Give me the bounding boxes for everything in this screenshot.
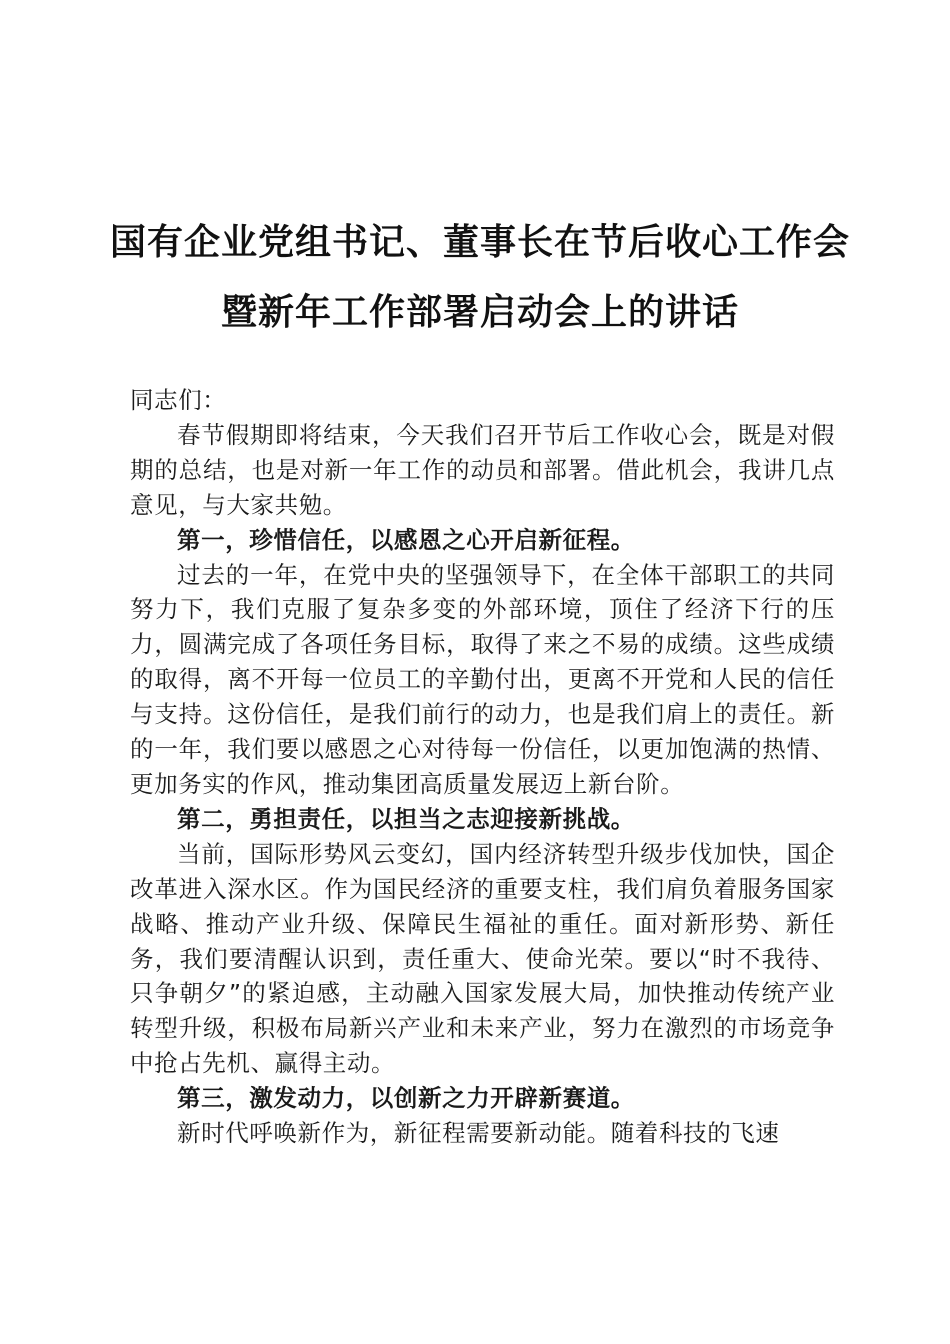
document-title-line-2: 暨新年工作部署启动会上的讲话 <box>220 291 739 333</box>
section-heading-2: 第二，勇担责任，以担当之志迎接新挑战。 <box>177 804 635 833</box>
section-heading-3: 第三，激发动力，以创新之力开辟新赛道。 <box>177 1084 635 1113</box>
paragraph-intro: 春节假期即将结束，今天我们召开节后工作收心会，既是对假期的总结，也是对新一年工作的动员和部署。借此机会，我讲几点意见，与大家共勉。 <box>130 420 835 519</box>
paragraph-section-1: 过去的一年，在党中央的坚强领导下，在全体干部职工的共同努力下，我们克服了复杂多变的外部环境，顶住了经济下行的压力，圆满完成了各项任务目标，取得了来之不易的成绩。这些成绩的取得，离不开每一位员工的辛勤付出，更离不开党和人民的信任与支持。这份信任，是我们前行的动力，也是我们肩上的责任。新的一年，我们要以感恩之心对待每一份信任，以更加饱满的热情、更加务实的作风，推动集团高质量发展迈上新台阶。 <box>130 560 835 798</box>
document-title-line-1: 国有企业党组书记、董事长在节后收心工作会 <box>110 221 851 263</box>
document-body <box>130 383 835 1151</box>
section-heading-1: 第一，珍惜信任，以感恩之心开启新征程。 <box>177 525 635 554</box>
salutation: 同志们： <box>130 386 227 414</box>
paragraph-section-2: 当前，国际形势风云变幻，国内经济转型升级步伐加快，国企改革进入深水区。作为国民经济的重要支柱，我们肩负着服务国家战略、推动产业升级、保障民生福祉的重任。面对新形势、新任务，我们要清醒认识到，责任重大、使命光荣。要以“时不我待、只争朝夕”的紧迫感，主动融入国家发展大局，加快推动传统产业转型升级，积极布局新兴产业和未来产业，努力在激烈的市场竞争中抢占先机、赢得主动。 <box>130 839 835 1078</box>
paragraph-section-3: 新时代呼唤新作为，新征程需要新动能。随着科技的飞速 <box>177 1119 780 1148</box>
